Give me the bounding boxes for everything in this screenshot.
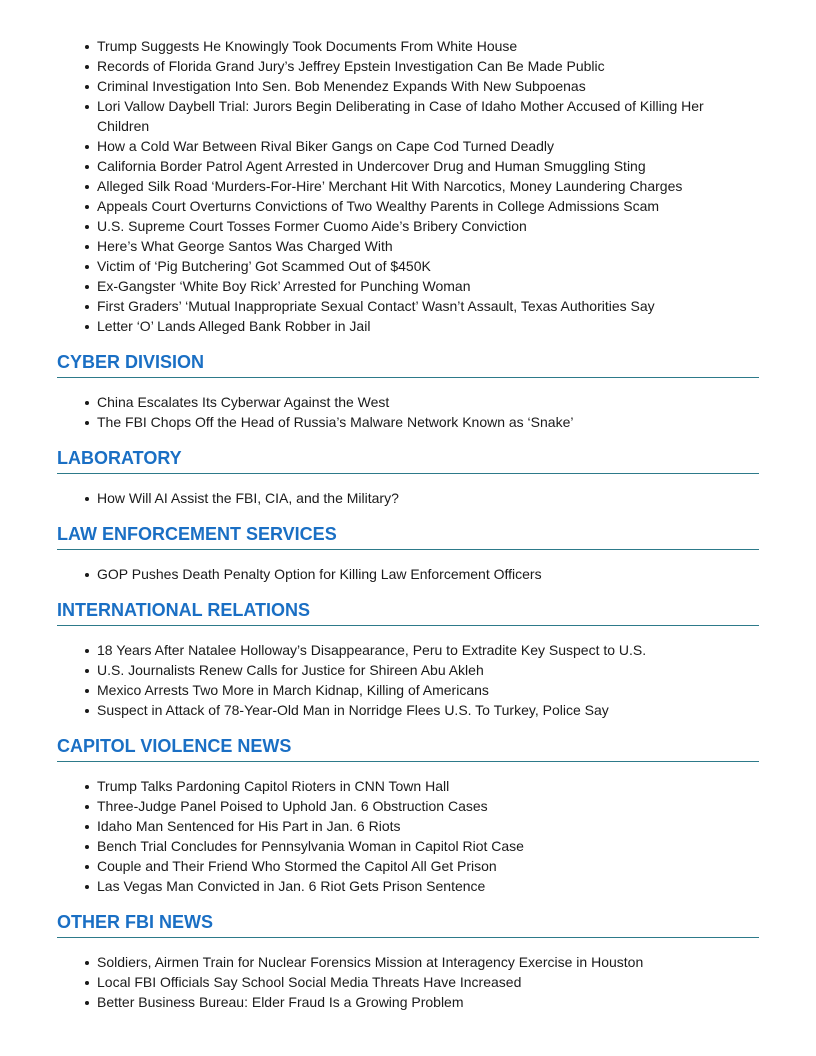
news-link[interactable]: Criminal Investigation Into Sen. Bob Menendez Expands With New Subpoenas: [97, 76, 759, 96]
news-link[interactable]: Couple and Their Friend Who Stormed the Capitol All Get Prison: [97, 856, 759, 876]
section-news-list: [57, 488, 759, 508]
news-link[interactable]: Las Vegas Man Convicted in Jan. 6 Riot Gets Prison Sentence: [97, 876, 759, 896]
section-law-enforcement-services: [57, 522, 759, 584]
news-link[interactable]: GOP Pushes Death Penalty Option for Killing Law Enforcement Officers: [97, 564, 759, 584]
news-link[interactable]: China Escalates Its Cyberwar Against the West: [97, 392, 759, 412]
news-link[interactable]: First Graders’ ‘Mutual Inappropriate Sexual Contact’ Wasn’t Assault, Texas Authorities Say: [97, 296, 759, 316]
section-title: CAPITOL VIOLENCE NEWS: [57, 734, 759, 762]
news-link[interactable]: Victim of ‘Pig Butchering’ Got Scammed Out of $450K: [97, 256, 759, 276]
news-link[interactable]: Bench Trial Concludes for Pennsylvania Woman in Capitol Riot Case: [97, 836, 759, 856]
section-news-list: [57, 564, 759, 584]
news-link[interactable]: How Will AI Assist the FBI, CIA, and the Military?: [97, 488, 759, 508]
news-link[interactable]: Three-Judge Panel Poised to Uphold Jan. 6 Obstruction Cases: [97, 796, 759, 816]
news-link[interactable]: U.S. Supreme Court Tosses Former Cuomo Aide’s Bribery Conviction: [97, 216, 759, 236]
news-link[interactable]: How a Cold War Between Rival Biker Gangs on Cape Cod Turned Deadly: [97, 136, 759, 156]
news-link[interactable]: California Border Patrol Agent Arrested in Undercover Drug and Human Smuggling Sting: [97, 156, 759, 176]
section-capitol-violence-news: [57, 734, 759, 896]
section-news-list: [57, 952, 759, 1012]
news-link[interactable]: Mexico Arrests Two More in March Kidnap, Killing of Americans: [97, 680, 759, 700]
intro-news-list: [57, 36, 759, 336]
news-link[interactable]: Ex-Gangster ‘White Boy Rick’ Arrested for Punching Woman: [97, 276, 759, 296]
news-link[interactable]: The FBI Chops Off the Head of Russia’s Malware Network Known as ‘Snake’: [97, 412, 759, 432]
section-international-relations: [57, 598, 759, 720]
news-link[interactable]: Appeals Court Overturns Convictions of Two Wealthy Parents in College Admissions Scam: [97, 196, 759, 216]
section-laboratory: [57, 446, 759, 508]
news-link[interactable]: Better Business Bureau: Elder Fraud Is a Growing Problem: [97, 992, 759, 1012]
section-news-list: [57, 640, 759, 720]
news-link[interactable]: Trump Talks Pardoning Capitol Rioters in CNN Town Hall: [97, 776, 759, 796]
news-link[interactable]: Idaho Man Sentenced for His Part in Jan. 6 Riots: [97, 816, 759, 836]
news-link[interactable]: Lori Vallow Daybell Trial: Jurors Begin Deliberating in Case of Idaho Mother Accused of Killing Her Children: [97, 96, 759, 136]
section-title: OTHER FBI NEWS: [57, 910, 759, 938]
news-link[interactable]: U.S. Journalists Renew Calls for Justice for Shireen Abu Akleh: [97, 660, 759, 680]
news-link[interactable]: Local FBI Officials Say School Social Media Threats Have Increased: [97, 972, 759, 992]
news-link[interactable]: Letter ‘O’ Lands Alleged Bank Robber in Jail: [97, 316, 759, 336]
news-link[interactable]: Suspect in Attack of 78-Year-Old Man in Norridge Flees U.S. To Turkey, Police Say: [97, 700, 759, 720]
news-link[interactable]: Trump Suggests He Knowingly Took Documents From White House: [97, 36, 759, 56]
news-link[interactable]: Records of Florida Grand Jury’s Jeffrey Epstein Investigation Can Be Made Public: [97, 56, 759, 76]
news-link[interactable]: Here’s What George Santos Was Charged With: [97, 236, 759, 256]
section-title: INTERNATIONAL RELATIONS: [57, 598, 759, 626]
section-title: LABORATORY: [57, 446, 759, 474]
section-other-fbi-news: [57, 910, 759, 1012]
section-news-list: [57, 776, 759, 896]
section-title: LAW ENFORCEMENT SERVICES: [57, 522, 759, 550]
section-title: CYBER DIVISION: [57, 350, 759, 378]
news-link[interactable]: 18 Years After Natalee Holloway’s Disappearance, Peru to Extradite Key Suspect to U.S.: [97, 640, 759, 660]
section-cyber-division: [57, 350, 759, 432]
news-link[interactable]: Soldiers, Airmen Train for Nuclear Forensics Mission at Interagency Exercise in Houston: [97, 952, 759, 972]
section-news-list: [57, 392, 759, 432]
news-link[interactable]: Alleged Silk Road ‘Murders-For-Hire’ Merchant Hit With Narcotics, Money Laundering Charges: [97, 176, 759, 196]
